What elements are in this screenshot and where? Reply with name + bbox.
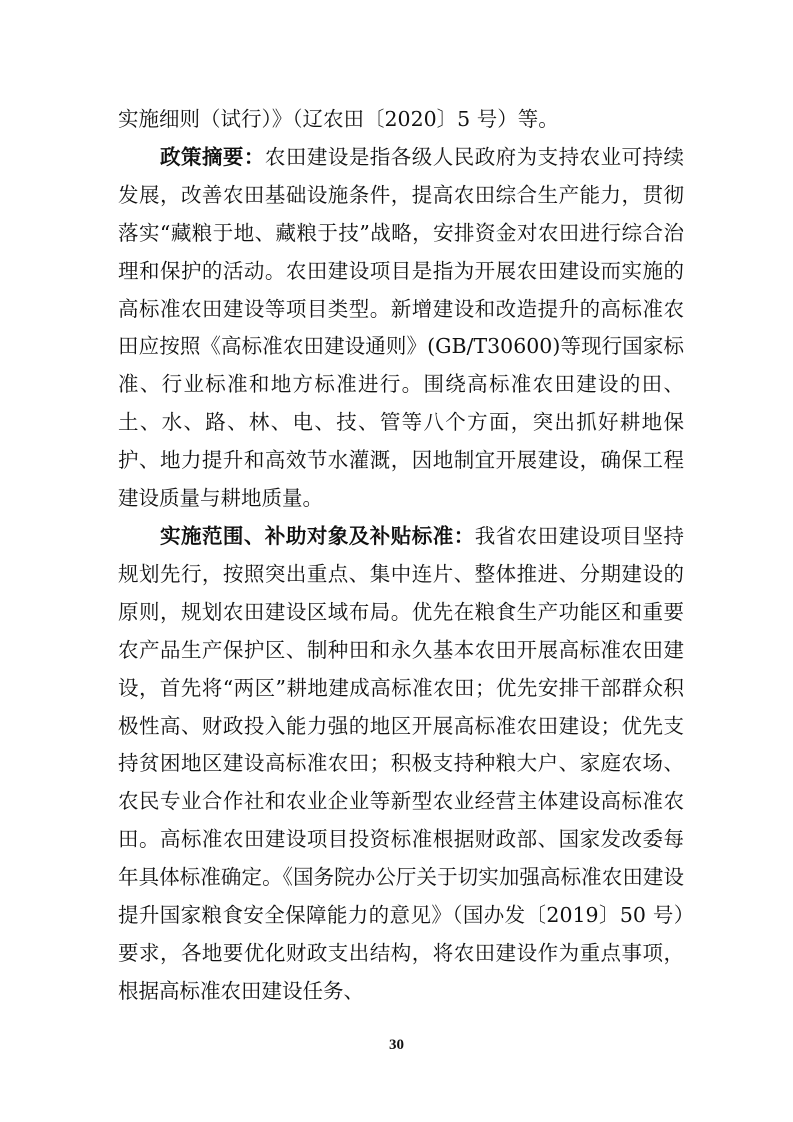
paragraph-heading-scope-subsidy: 实施范围、补助对象及补贴标准： <box>160 523 475 548</box>
paragraph-text: 实施细则（试行）》（辽农田〔2020〕5 号）等。 <box>118 107 559 131</box>
paragraph-text: 农田建设是指各级人民政府为支持农业可持续发展，改善农田基础设施条件，提高农田综合生产能力，贯彻落实“藏粮于地、藏粮于技”战略，安排资金对农田进行综合治理和保护的活动。农田建设项目是指为开展农田建设而实施的高标准农田建设等项目类型。新增建设和改造提升的高标准农田应按照《高标准农田建设通则》(GB/T30600)等现行国家标准、行业标准和地方标准进行。围绕高标准农田建设的田、土、水、路、林、电、技、管等八个方面，突出抓好耕地保护、地力提升和高效节水灌溉，因地制宜开展建设，确保工程建设质量与耕地质量。 <box>118 144 685 511</box>
document-body <box>118 101 684 1011</box>
paragraph-policy-summary <box>118 139 684 518</box>
paragraph-text: 我省农田建设项目坚持规划先行，按照突出重点、集中连片、整体推进、分期建设的原则，规划农田建设区域布局。优先在粮食生产功能区和重要农产品生产保护区、制种田和永久基本农田开展高标准农田建设，首先将“两区”耕地建成高标准农田；优先安排干部群众积极性高、财政投入能力强的地区开展高标准农田建设；优先支持贫困地区建设高标准农田；积极支持种粮大户、家庭农场、农民专业合作社和农业企业等新型农业经营主体建设高标准农田。高标准农田建设项目投资标准根据财政部、国家发改委每年具体标准确定。《国务院办公厅关于切实加强高标准农田建设提升国家粮食安全保障能力的意见》（国办发〔2019〕50 号）要求，各地要优化财政支出结构，将农田建设作为重点事项，根据高标准农田建设任务、 <box>118 523 684 1003</box>
paragraph-heading-policy-summary: 政策摘要： <box>160 144 265 169</box>
paragraph-continuation <box>118 101 684 139</box>
paragraph-scope-subsidy <box>118 518 684 1011</box>
page-number: 30 <box>389 1037 404 1053</box>
